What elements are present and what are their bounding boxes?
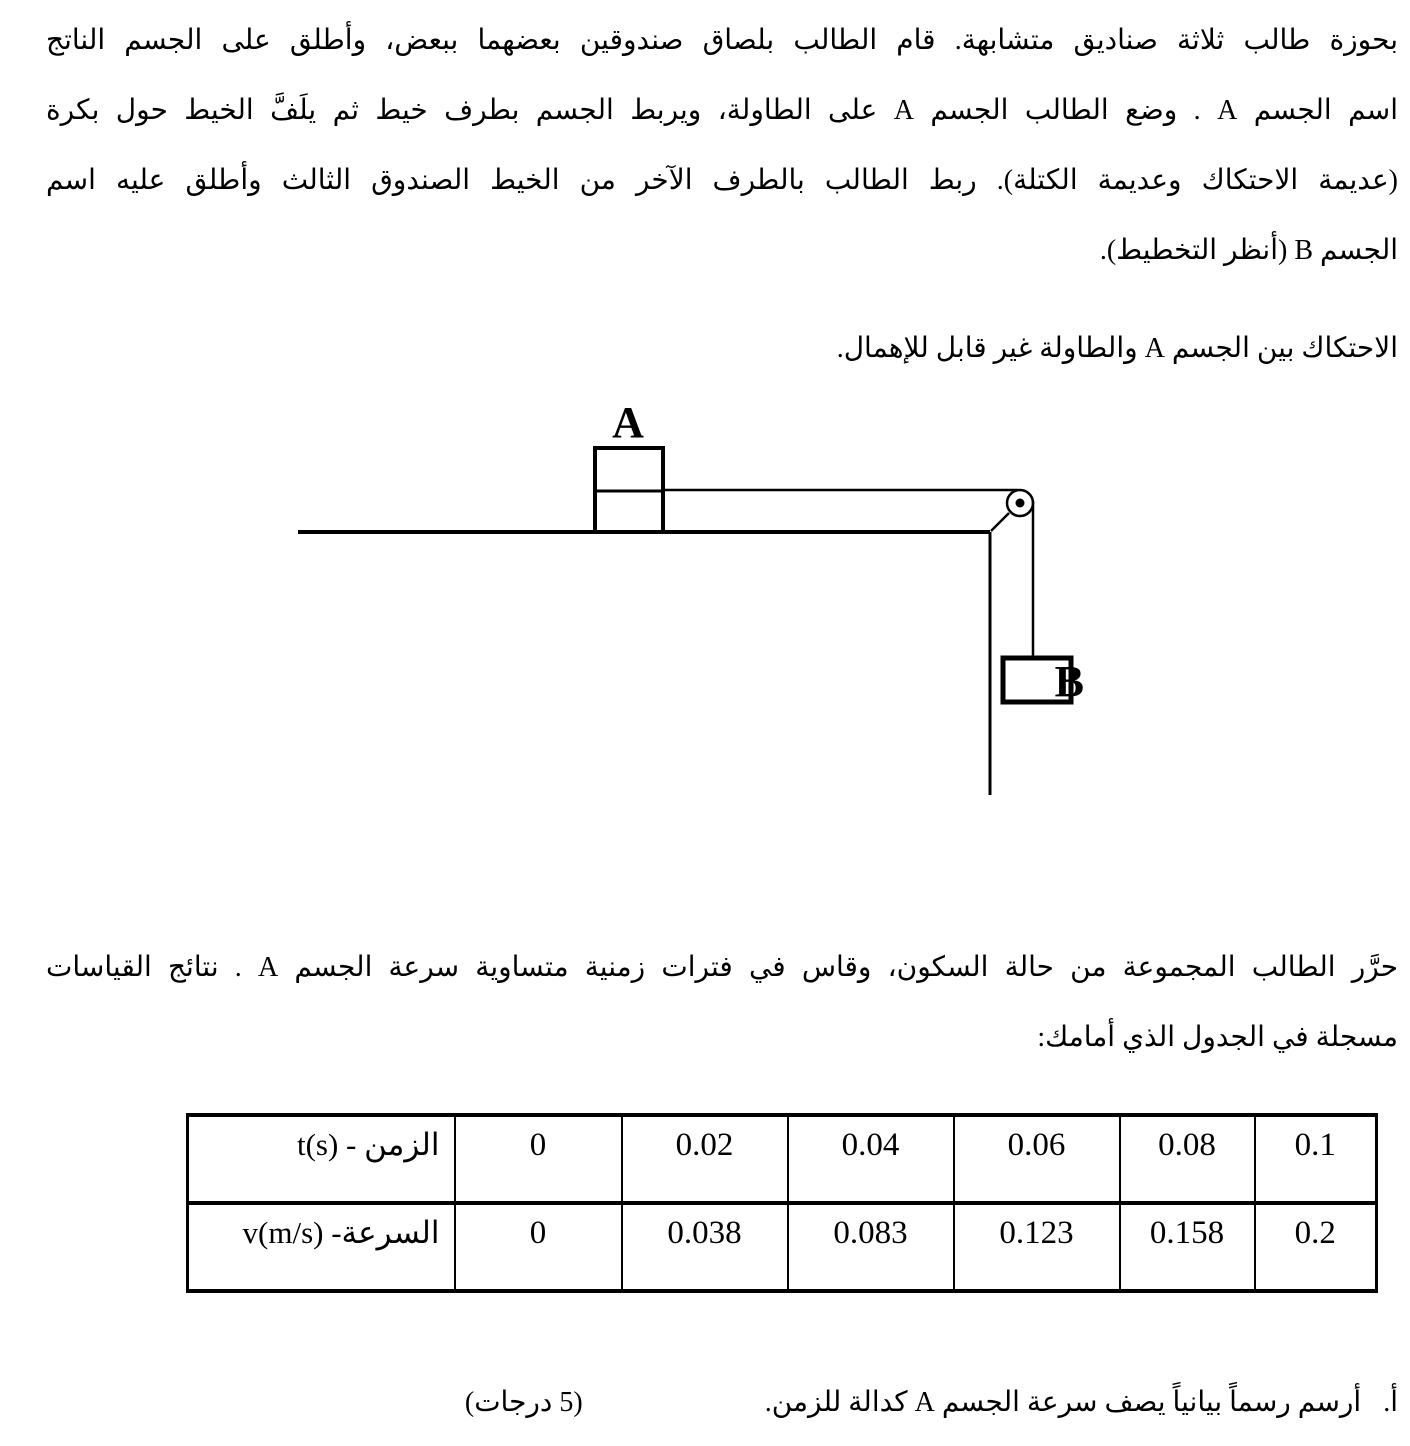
measurement-paragraph: [46, 933, 1398, 1073]
measurement-line-1: حرَّر الطالب المجموعة من حالة السكون، وقاس في فترات زمنية متساوية سرعة الجسم A . نتائج القياسات: [46, 952, 1399, 983]
time-value-2: 0.02: [622, 1115, 788, 1203]
velocity-row: [188, 1203, 1377, 1291]
box-a-label: A: [612, 398, 644, 447]
intro-line-3: (عديمة الاحتكاك وعديمة الكتلة). ربط الطالب بالطرف الآخر من الخيط الصندوق الثالث وأطلق عليه اسم: [46, 165, 1398, 196]
time-value-4: 0.06: [954, 1115, 1120, 1203]
velocity-row-header: السرعة- v(m/s): [188, 1203, 455, 1291]
time-row: [188, 1115, 1377, 1203]
velocity-value-1: 0: [455, 1203, 622, 1291]
intro-line-1: بحوزة طالب ثلاثة صناديق متشابهة. قام الطالب بلصاق صندوقين بعضهما ببعض، وأطلق على الجسم الناتج: [46, 25, 1398, 56]
time-value-3: 0.04: [788, 1115, 954, 1203]
velocity-value-5: 0.158: [1120, 1203, 1255, 1291]
time-value-1: 0: [455, 1115, 622, 1203]
intro-paragraph: [46, 6, 1398, 286]
pulley-axle-dot: [1016, 499, 1025, 508]
pulley-mount-line: [991, 513, 1009, 531]
question-marker: أ.: [1383, 1387, 1398, 1418]
velocity-value-3: 0.083: [788, 1203, 954, 1291]
box-b-label: B: [1054, 657, 1084, 706]
question-points: (5 درجات): [464, 1387, 583, 1418]
question-text: أرسم رسماً بيانياً يصف سرعة الجسم A كدالة للزمن.: [764, 1387, 1362, 1418]
question-a: [46, 1371, 1398, 1435]
velocity-value-6: 0.2: [1255, 1203, 1377, 1291]
time-value-6: 0.1: [1255, 1115, 1377, 1203]
time-row-header: الزمن - t(s): [188, 1115, 455, 1203]
velocity-value-4: 0.123: [954, 1203, 1120, 1291]
velocity-value-2: 0.038: [622, 1203, 788, 1291]
measurements-table: [186, 1113, 1378, 1293]
measurement-line-2: مسجلة في الجدول الذي أمامك:: [1037, 1022, 1398, 1053]
friction-note: الاحتكاك بين الجسم A والطاولة غير قابل للإهمال.: [836, 333, 1398, 364]
intro-line-2: اسم الجسم A . وضع الطالب الجسم A على الطاولة، ويربط الجسم بطرف خيط ثم يلَفَّ الخيط حول بكرة: [46, 95, 1398, 126]
pulley-diagram: [0, 388, 1410, 808]
time-value-5: 0.08: [1120, 1115, 1255, 1203]
intro-line-4: الجسم B (أنظر التخطيط).: [1099, 235, 1398, 266]
